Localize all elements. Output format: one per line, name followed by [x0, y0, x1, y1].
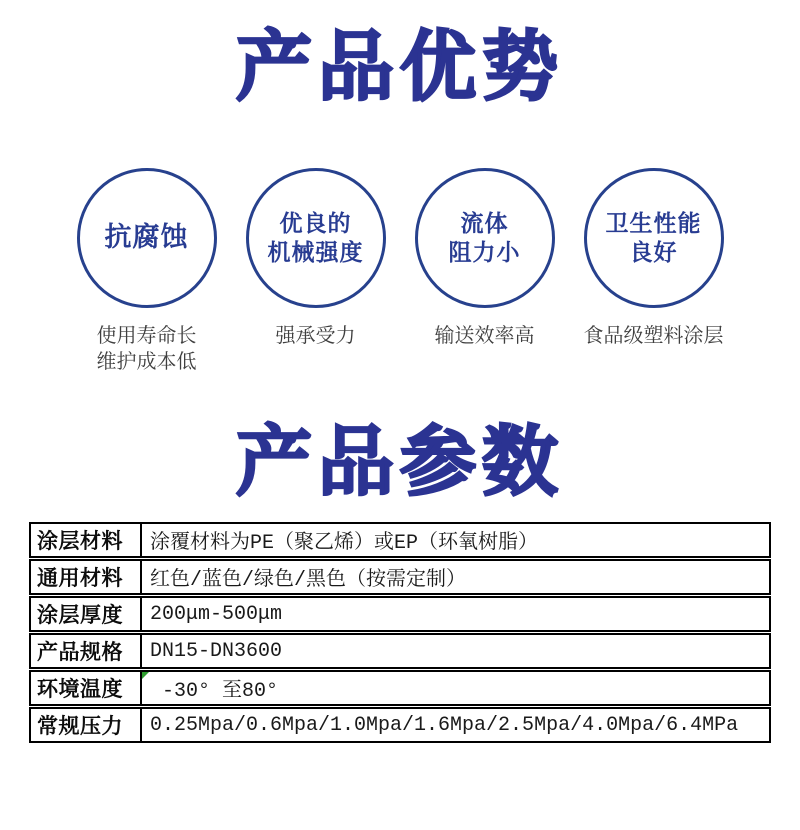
- advantage-circle-label: [606, 209, 702, 267]
- table-row: [29, 670, 771, 706]
- parameters-section: [29, 521, 771, 744]
- parameters-table: [29, 521, 771, 744]
- circle-label-line: 抗腐蚀: [104, 222, 189, 253]
- advantage-circle: [246, 168, 386, 308]
- advantage-item: [71, 168, 223, 375]
- caption-line: 输送效率高: [434, 325, 535, 347]
- advantage-item: [578, 168, 730, 349]
- advantage-item: [409, 168, 561, 349]
- circle-label-line: 阻力小: [448, 239, 521, 265]
- table-row: [29, 707, 771, 743]
- circle-label-line: 机械强度: [267, 239, 364, 265]
- table-row: [29, 559, 771, 595]
- advantages-row: [0, 168, 800, 375]
- param-label: 环境温度: [29, 670, 141, 706]
- advantage-circle: [415, 168, 555, 308]
- table-row: [29, 596, 771, 632]
- cell-corner-marker-icon: [142, 672, 149, 679]
- param-value: 200μm-500μm: [141, 596, 771, 632]
- advantage-circle-label: [449, 209, 521, 267]
- product-detail-page: [0, 22, 800, 830]
- caption-line: 强承受力: [275, 325, 356, 347]
- param-value: DN15-DN3600: [141, 633, 771, 669]
- advantage-circle: [584, 168, 724, 308]
- advantage-circle-label: [105, 221, 189, 255]
- param-label: 涂层厚度: [29, 596, 141, 632]
- circle-label-line: 优良的: [279, 210, 352, 237]
- param-label: 产品规格: [29, 633, 141, 669]
- param-value-text: -30° 至80°: [162, 680, 279, 703]
- param-value: 红色/蓝色/绿色/黑色（按需定制）: [141, 559, 771, 595]
- caption-line: 使用寿命长: [96, 325, 197, 347]
- param-label: 常规压力: [29, 707, 141, 743]
- circle-label-line: 流体: [460, 210, 509, 237]
- section-title-parameters: 产品参数: [236, 420, 564, 505]
- table-row: [29, 522, 771, 558]
- table-row: [29, 633, 771, 669]
- param-label: 通用材料: [29, 559, 141, 595]
- advantage-circle-label: [268, 209, 364, 267]
- advantage-caption: [584, 323, 724, 349]
- param-value: 涂覆材料为PE（聚乙烯）或EP（环氧树脂）: [141, 522, 771, 558]
- caption-line: 食品级塑料涂层: [583, 325, 724, 347]
- advantage-item: [240, 168, 392, 349]
- advantage-circle: [77, 168, 217, 308]
- circle-label-line: 良好: [629, 239, 678, 265]
- param-label: 涂层材料: [29, 522, 141, 558]
- param-value: 0.25Mpa/0.6Mpa/1.0Mpa/1.6Mpa/2.5Mpa/4.0Mpa/6.4MPa: [141, 707, 771, 743]
- caption-line: 维护成本低: [96, 351, 197, 373]
- circle-label-line: 卫生性能: [605, 210, 702, 237]
- advantage-caption: [276, 323, 356, 349]
- param-value: [141, 670, 771, 706]
- advantage-caption: [97, 323, 197, 375]
- advantage-caption: [435, 323, 535, 349]
- section-title-advantages: 产品优势: [236, 25, 564, 110]
